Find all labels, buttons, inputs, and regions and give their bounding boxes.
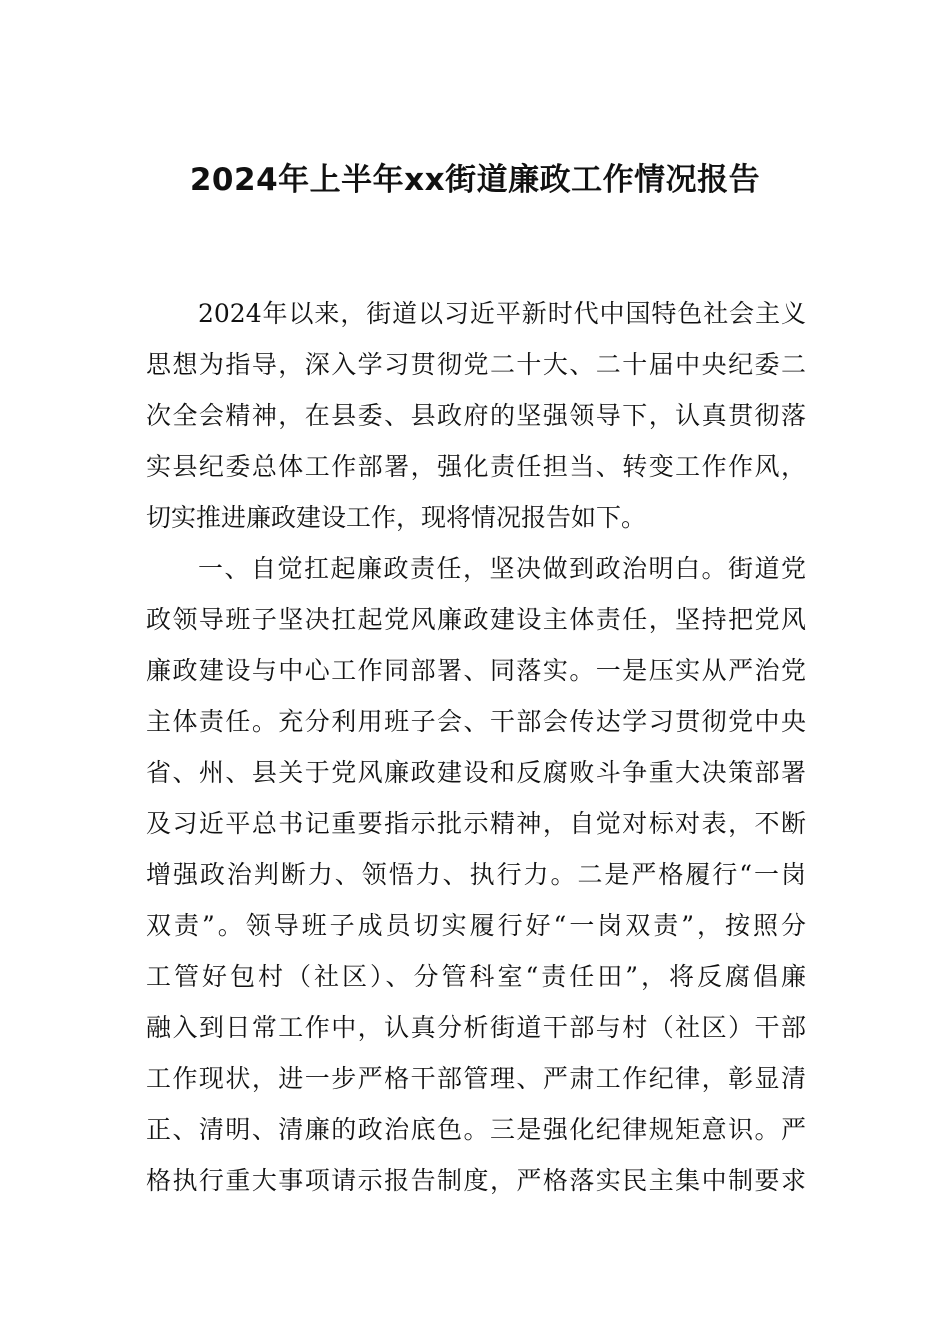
paragraph-line: 及习近平总书记重要指示批示精神，自觉对标对表，不断 [146, 809, 806, 838]
paragraph-line: 融入到日常工作中，认真分析街道干部与村（社区）干部 [146, 1013, 806, 1042]
paragraph-line: 实县纪委总体工作部署，强化责任担当、转变工作作风， [146, 452, 806, 481]
paragraph-line: 省、州、县关于党风廉政建设和反腐败斗争重大决策部署 [146, 758, 806, 787]
paragraph-line: 正、清明、清廉的政治底色。三是强化纪律规矩意识。严 [146, 1115, 806, 1144]
paragraph-line: 思想为指导，深入学习贯彻党二十大、二十届中央纪委二 [146, 350, 806, 379]
paragraph-line: 增强政治判断力、领悟力、执行力。二是严格履行“一岗 [146, 860, 806, 889]
document-title: 2024年上半年xx街道廉政工作情况报告 [189, 162, 761, 198]
paragraph-line: 政领导班子坚决扛起党风廉政建设主体责任，坚持把党风 [146, 605, 806, 634]
paragraph-line: 主体责任。充分利用班子会、干部会传达学习贯彻党中央 [146, 707, 806, 736]
paragraph-line: 次全会精神，在县委、县政府的坚强领导下，认真贯彻落 [146, 401, 806, 430]
paragraph-line: 切实推进廉政建设工作，现将情况报告如下。 [146, 503, 647, 532]
paragraph-line: 廉政建设与中心工作同部署、同落实。一是压实从严治党 [146, 656, 806, 685]
paragraph-line: 格执行重大事项请示报告制度，严格落实民主集中制要求 [146, 1166, 806, 1195]
document-body [146, 288, 806, 1206]
paragraph-line: 一、自觉扛起廉政责任，坚决做到政治明白。街道党 [198, 554, 806, 583]
paragraph-line: 2024年以来，街道以习近平新时代中国特色社会主义 [198, 299, 806, 328]
paragraph-line: 工作现状，进一步严格干部管理、严肃工作纪律，彰显清 [146, 1064, 806, 1093]
paragraph-line: 双责”。领导班子成员切实履行好“一岗双责”，按照分 [146, 911, 806, 940]
paragraph-line: 工管好包村（社区）、分管科室“责任田”，将反腐倡廉 [146, 962, 806, 991]
